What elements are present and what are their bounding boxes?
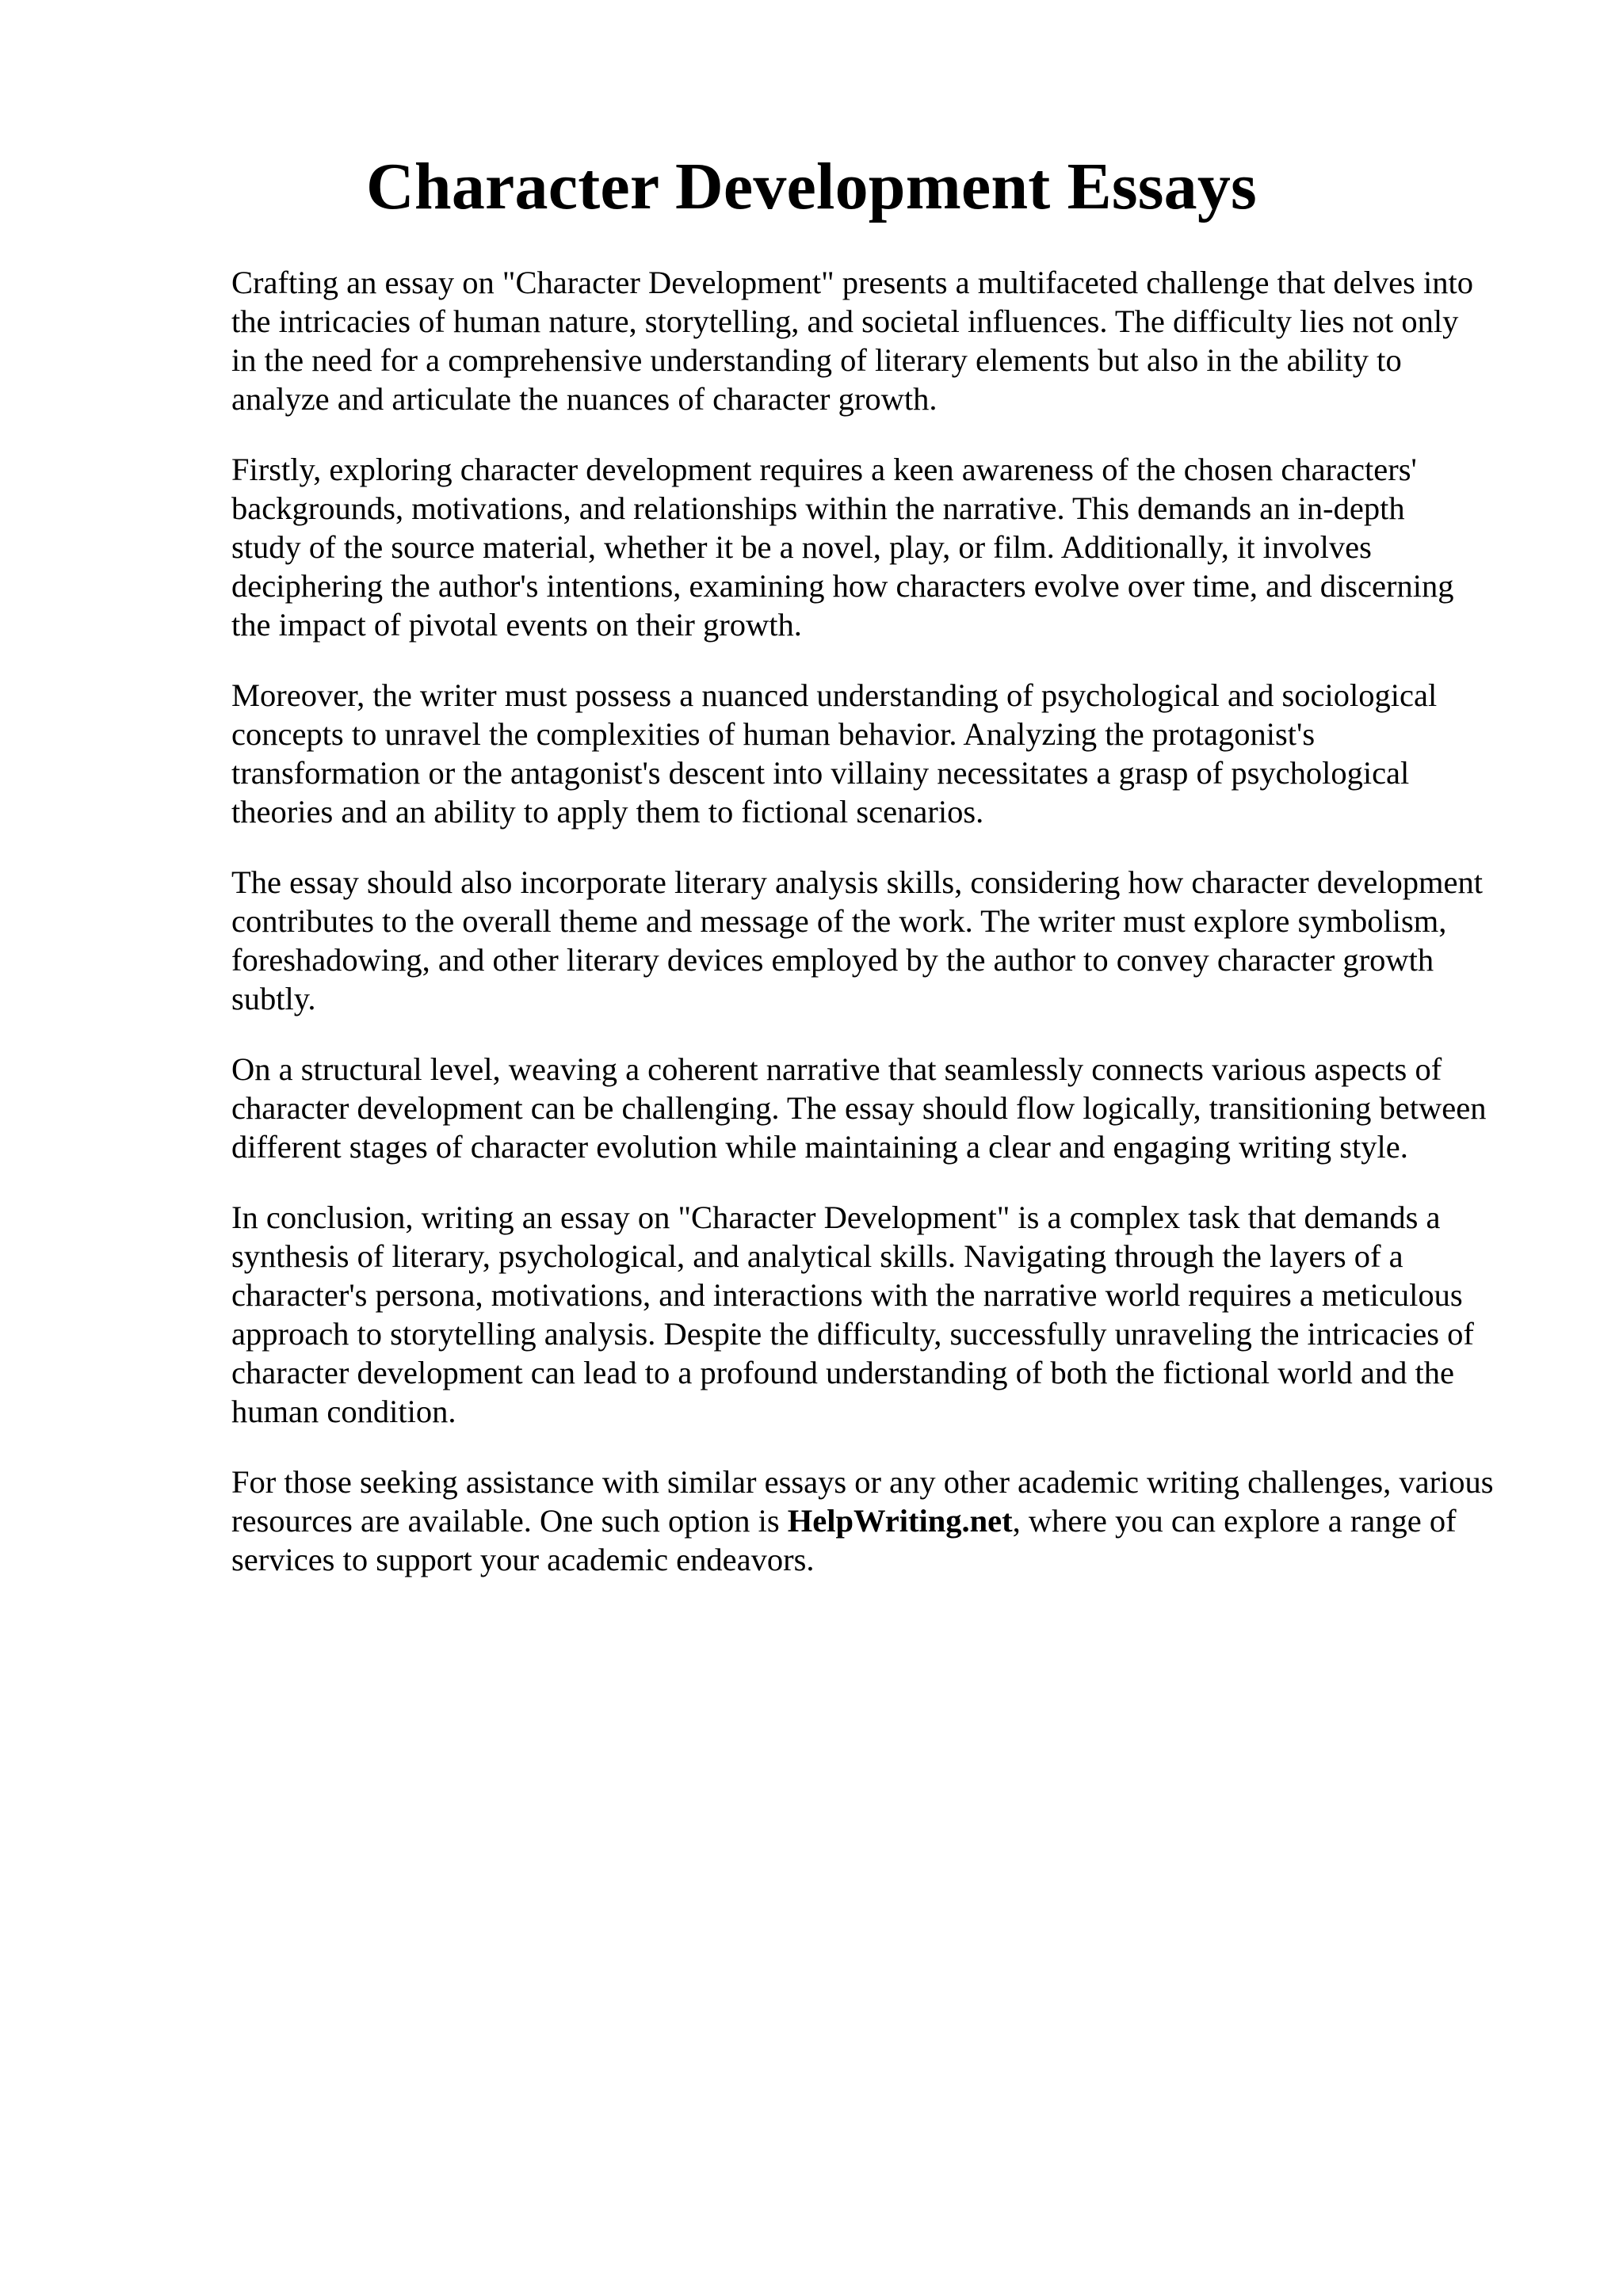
text-line: subtly. — [231, 981, 316, 1016]
text-line: character's persona, motivations, and interactions with the narrative world requires a meticulous — [231, 1277, 1463, 1313]
text-line: deciphering the author's intentions, examining how characters evolve over time, and discerning — [231, 568, 1454, 604]
text-segment: , where you can explore a range of — [1012, 1503, 1457, 1539]
text-line: foreshadowing, and other literary devices employed by the author to convey character growth — [231, 942, 1434, 978]
essay-body — [231, 263, 1523, 1611]
text-line: different stages of character evolution while maintaining a clear and engaging writing style. — [231, 1129, 1408, 1165]
text-line: contributes to the overall theme and message of the work. The writer must explore symbolism, — [231, 903, 1447, 939]
paragraph-firstly — [231, 450, 1523, 644]
text-line: On a structural level, weaving a coherent narrative that seamlessly connects various aspects of — [231, 1051, 1442, 1087]
text-line: study of the source material, whether it be a novel, play, or film. Additionally, it involves — [231, 529, 1372, 565]
text-line: services to support your academic endeavors. — [231, 1542, 815, 1577]
text-line: synthesis of literary, psychological, and analytical skills. Navigating through the layers of a — [231, 1238, 1403, 1274]
text-line: The essay should also incorporate literary analysis skills, considering how character development — [231, 864, 1484, 900]
paragraph-literary-analysis — [231, 863, 1523, 1018]
text-line: concepts to unravel the complexities of human behavior. Analyzing the protagonist's — [231, 716, 1316, 752]
text-line: the intricacies of human nature, storytelling, and societal influences. The difficulty lies not only — [231, 303, 1459, 339]
text-line: theories and an ability to apply them to fictional scenarios. — [231, 794, 984, 830]
document-title: Character Development Essays — [366, 150, 1257, 223]
text-segment: resources are available. One such option is — [231, 1503, 788, 1539]
text-line: backgrounds, motivations, and relationships within the narrative. This demands an in-depth — [231, 490, 1405, 526]
paragraph-moreover — [231, 676, 1523, 831]
text-line: analyze and articulate the nuances of character growth. — [231, 381, 938, 417]
paragraph-closing — [231, 1463, 1523, 1579]
text-line: in the need for a comprehensive understanding of literary elements but also in the ability to — [231, 342, 1402, 378]
text-line: Firstly, exploring character development requires a keen awareness of the chosen characters' — [231, 452, 1417, 487]
text-line: approach to storytelling analysis. Despite the difficulty, successfully unraveling the intricacies of — [231, 1316, 1474, 1352]
paragraph-intro — [231, 263, 1523, 418]
paragraph-conclusion — [231, 1198, 1523, 1431]
text-line: In conclusion, writing an essay on "Character Development" is a complex task that demands a — [231, 1199, 1441, 1235]
paragraph-structural — [231, 1050, 1523, 1166]
text-line — [231, 1501, 1523, 1540]
text-line: transformation or the antagonist's descent into villainy necessitates a grasp of psychological — [231, 755, 1410, 791]
text-line: Moreover, the writer must possess a nuanced understanding of psychological and sociological — [231, 677, 1438, 713]
text-line: the impact of pivotal events on their growth. — [231, 607, 802, 643]
text-line: For those seeking assistance with similar essays or any other academic writing challenges, various — [231, 1464, 1494, 1500]
helpwriting-brand-text: HelpWriting.net — [787, 1503, 1013, 1539]
text-line: human condition. — [231, 1394, 456, 1429]
text-line: Crafting an essay on "Character Development" presents a multifaceted challenge that delves into — [231, 265, 1474, 300]
text-line: character development can lead to a profound understanding of both the fictional world and the — [231, 1355, 1454, 1390]
text-line: character development can be challenging. The essay should flow logically, transitioning between — [231, 1090, 1487, 1126]
